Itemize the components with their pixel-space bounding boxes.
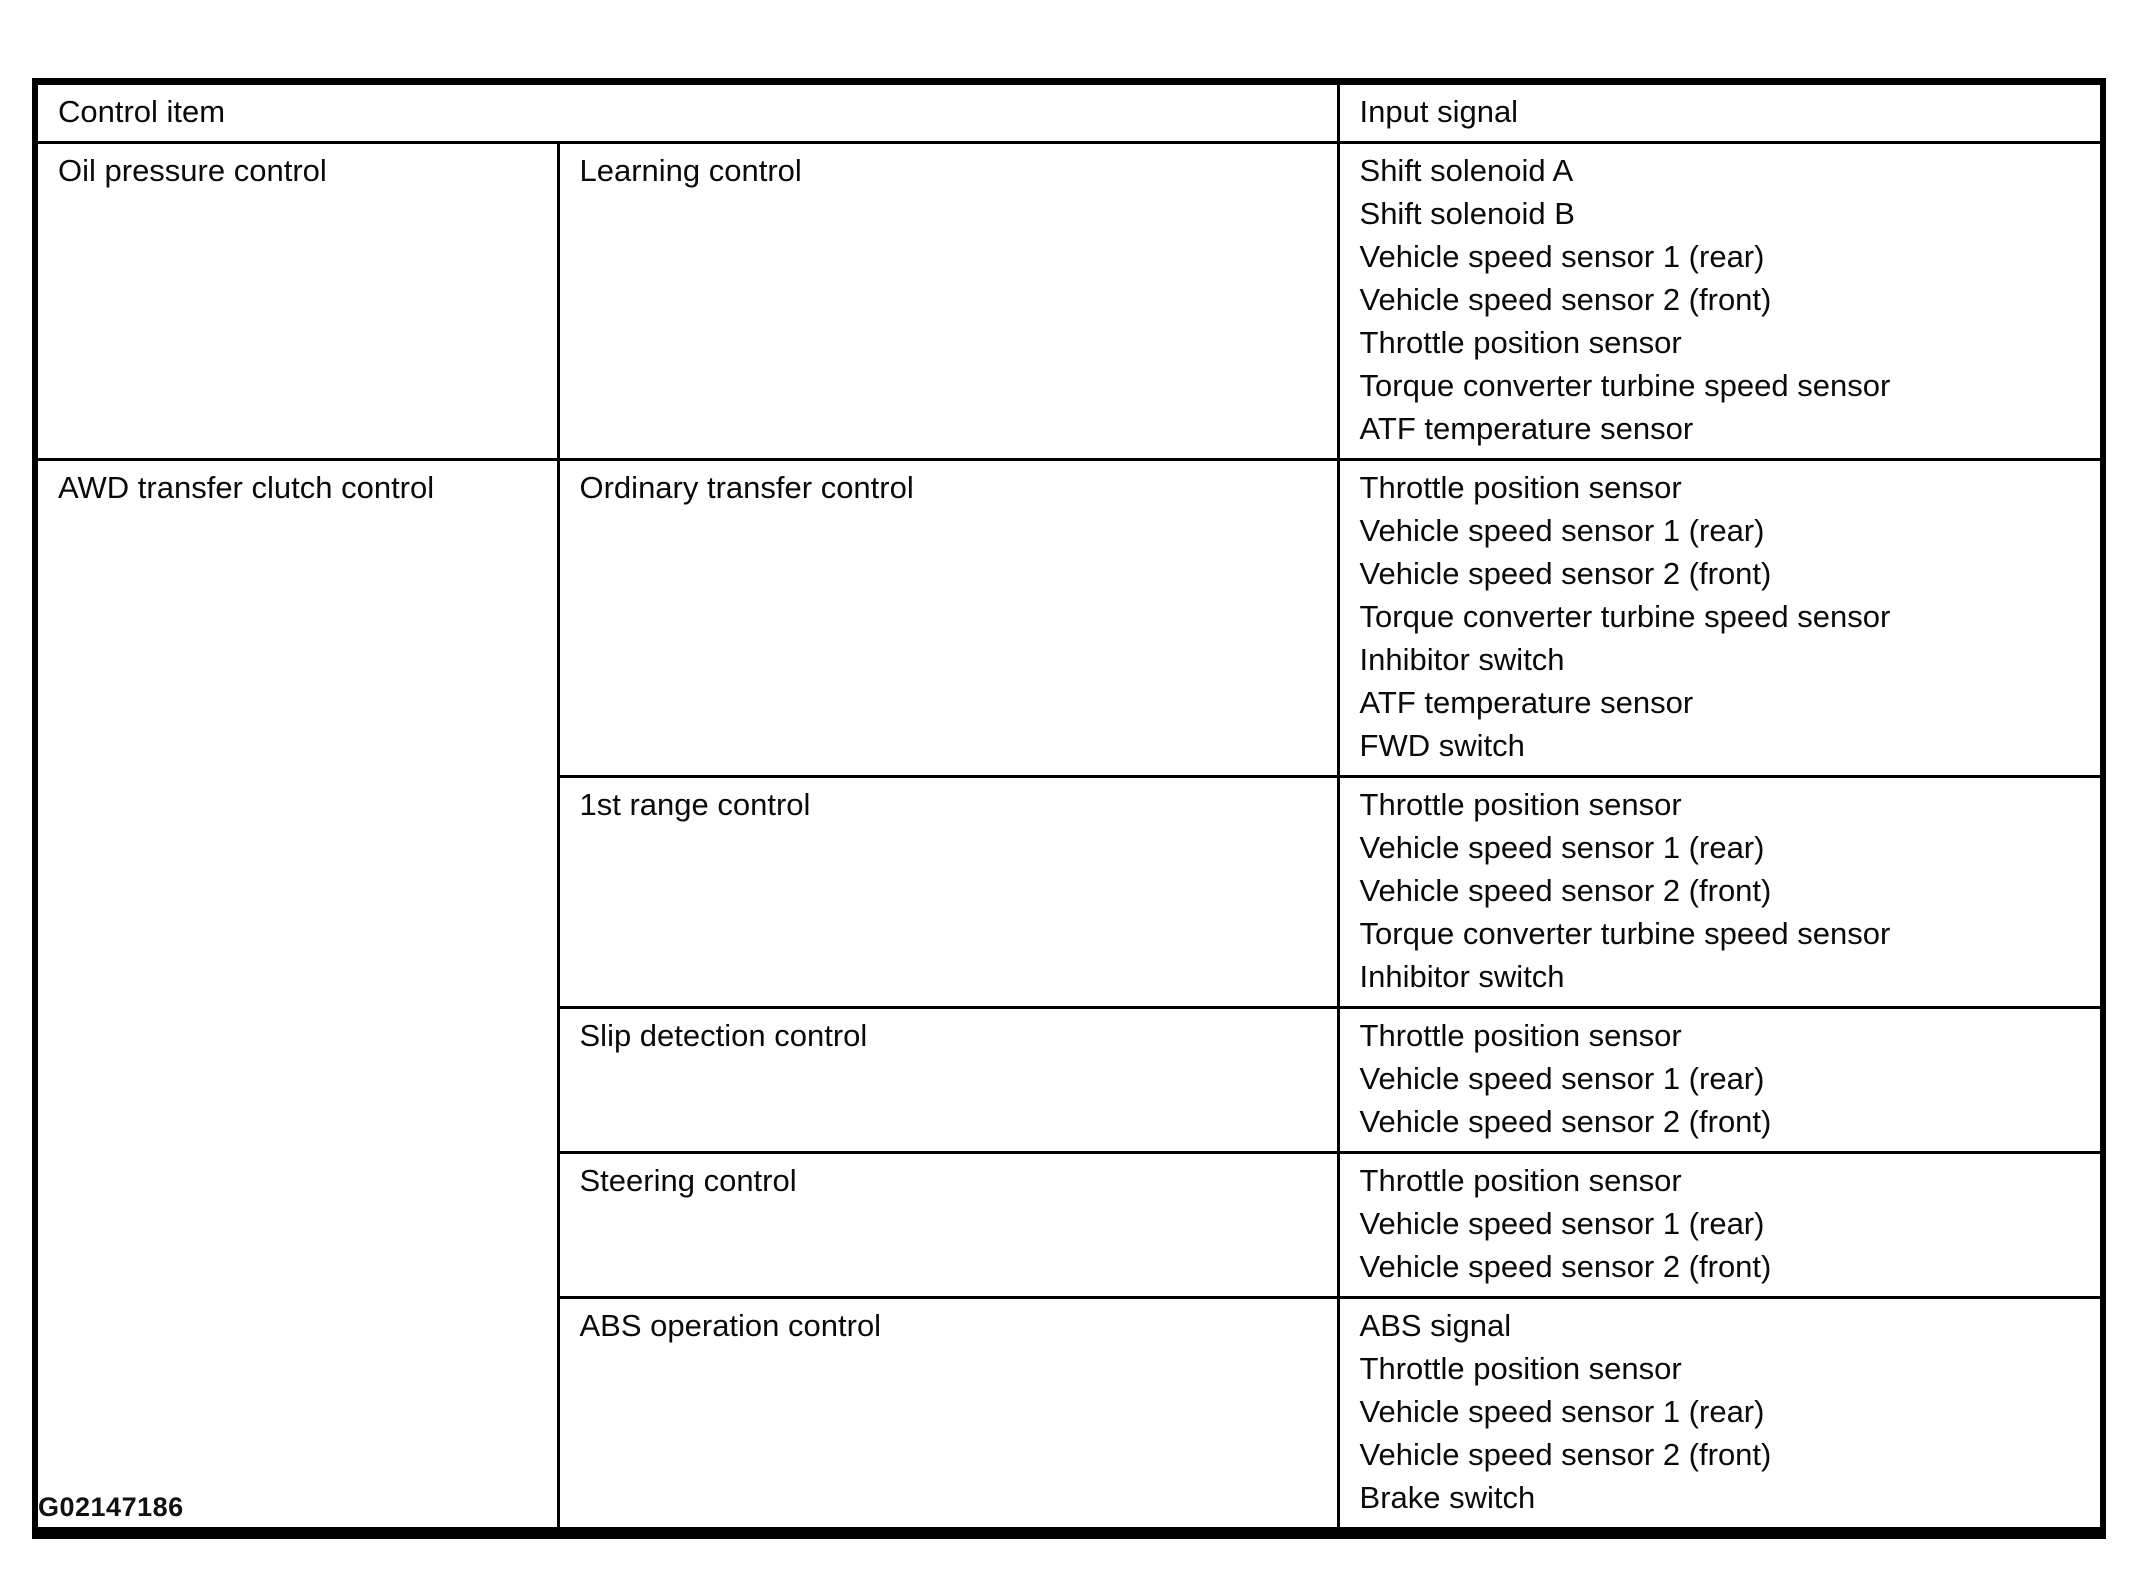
input-signals-cell	[1338, 777, 2103, 1008]
signal-line: Vehicle speed sensor 1 (rear)	[1359, 1394, 1765, 1429]
signal-line: Vehicle speed sensor 2 (front)	[1359, 556, 1772, 591]
signal-line: Throttle position sensor	[1359, 325, 1682, 360]
sub-control-cell: ABS operation control	[558, 1298, 1338, 1534]
signal-line: Brake switch	[1359, 1480, 1536, 1515]
table-header-row	[35, 82, 2103, 143]
table-row	[35, 460, 2103, 777]
signal-line: Throttle position sensor	[1359, 1163, 1682, 1198]
signal-line: Vehicle speed sensor 1 (rear)	[1359, 513, 1765, 548]
figure-id-label: G02147186	[38, 1492, 184, 1522]
sub-control-cell: Ordinary transfer control	[558, 460, 1338, 777]
signal-line: Throttle position sensor	[1359, 787, 1682, 822]
header-control-item: Control item	[35, 82, 1338, 143]
signal-line: ATF temperature sensor	[1359, 685, 1694, 720]
control-input-signal-table	[32, 78, 2106, 1539]
signal-line: Shift solenoid B	[1359, 196, 1575, 231]
control-item-cell: Oil pressure control	[35, 143, 558, 460]
header-input-signal: Input signal	[1338, 82, 2103, 143]
signal-line: Vehicle speed sensor 1 (rear)	[1359, 830, 1765, 865]
signal-line: Vehicle speed sensor 2 (front)	[1359, 282, 1772, 317]
signal-line: Vehicle speed sensor 1 (rear)	[1359, 1206, 1765, 1241]
control-item-cell: AWD transfer clutch control	[35, 460, 558, 1534]
signal-line: Vehicle speed sensor 1 (rear)	[1359, 239, 1765, 274]
signal-line: Vehicle speed sensor 2 (front)	[1359, 873, 1772, 908]
signal-line: Shift solenoid A	[1359, 153, 1574, 188]
sub-control-cell: Learning control	[558, 143, 1338, 460]
signal-line: Inhibitor switch	[1359, 642, 1565, 677]
signal-line: Vehicle speed sensor 2 (front)	[1359, 1437, 1772, 1472]
input-signals-cell	[1338, 1008, 2103, 1153]
signal-line: Throttle position sensor	[1359, 1351, 1682, 1386]
input-signals-cell	[1338, 143, 2103, 460]
signal-line: ATF temperature sensor	[1359, 411, 1694, 446]
signal-line: Throttle position sensor	[1359, 470, 1682, 505]
input-signals-cell	[1338, 1298, 2103, 1534]
signal-line: Throttle position sensor	[1359, 1018, 1682, 1053]
signal-line: Torque converter turbine speed sensor	[1359, 916, 1891, 951]
sub-control-cell: Steering control	[558, 1153, 1338, 1298]
table-body	[35, 143, 2103, 1534]
table-row	[35, 143, 2103, 460]
signal-line: Vehicle speed sensor 2 (front)	[1359, 1104, 1772, 1139]
signal-line: Vehicle speed sensor 2 (front)	[1359, 1249, 1772, 1284]
sub-control-cell: 1st range control	[558, 777, 1338, 1008]
sub-control-cell: Slip detection control	[558, 1008, 1338, 1153]
signal-line: Torque converter turbine speed sensor	[1359, 599, 1891, 634]
signal-line: Vehicle speed sensor 1 (rear)	[1359, 1061, 1765, 1096]
signal-line: ABS signal	[1359, 1308, 1512, 1343]
signal-line: Inhibitor switch	[1359, 959, 1565, 994]
signal-line: FWD switch	[1359, 728, 1525, 763]
signal-line: Torque converter turbine speed sensor	[1359, 368, 1891, 403]
input-signals-cell	[1338, 460, 2103, 777]
input-signals-cell	[1338, 1153, 2103, 1298]
